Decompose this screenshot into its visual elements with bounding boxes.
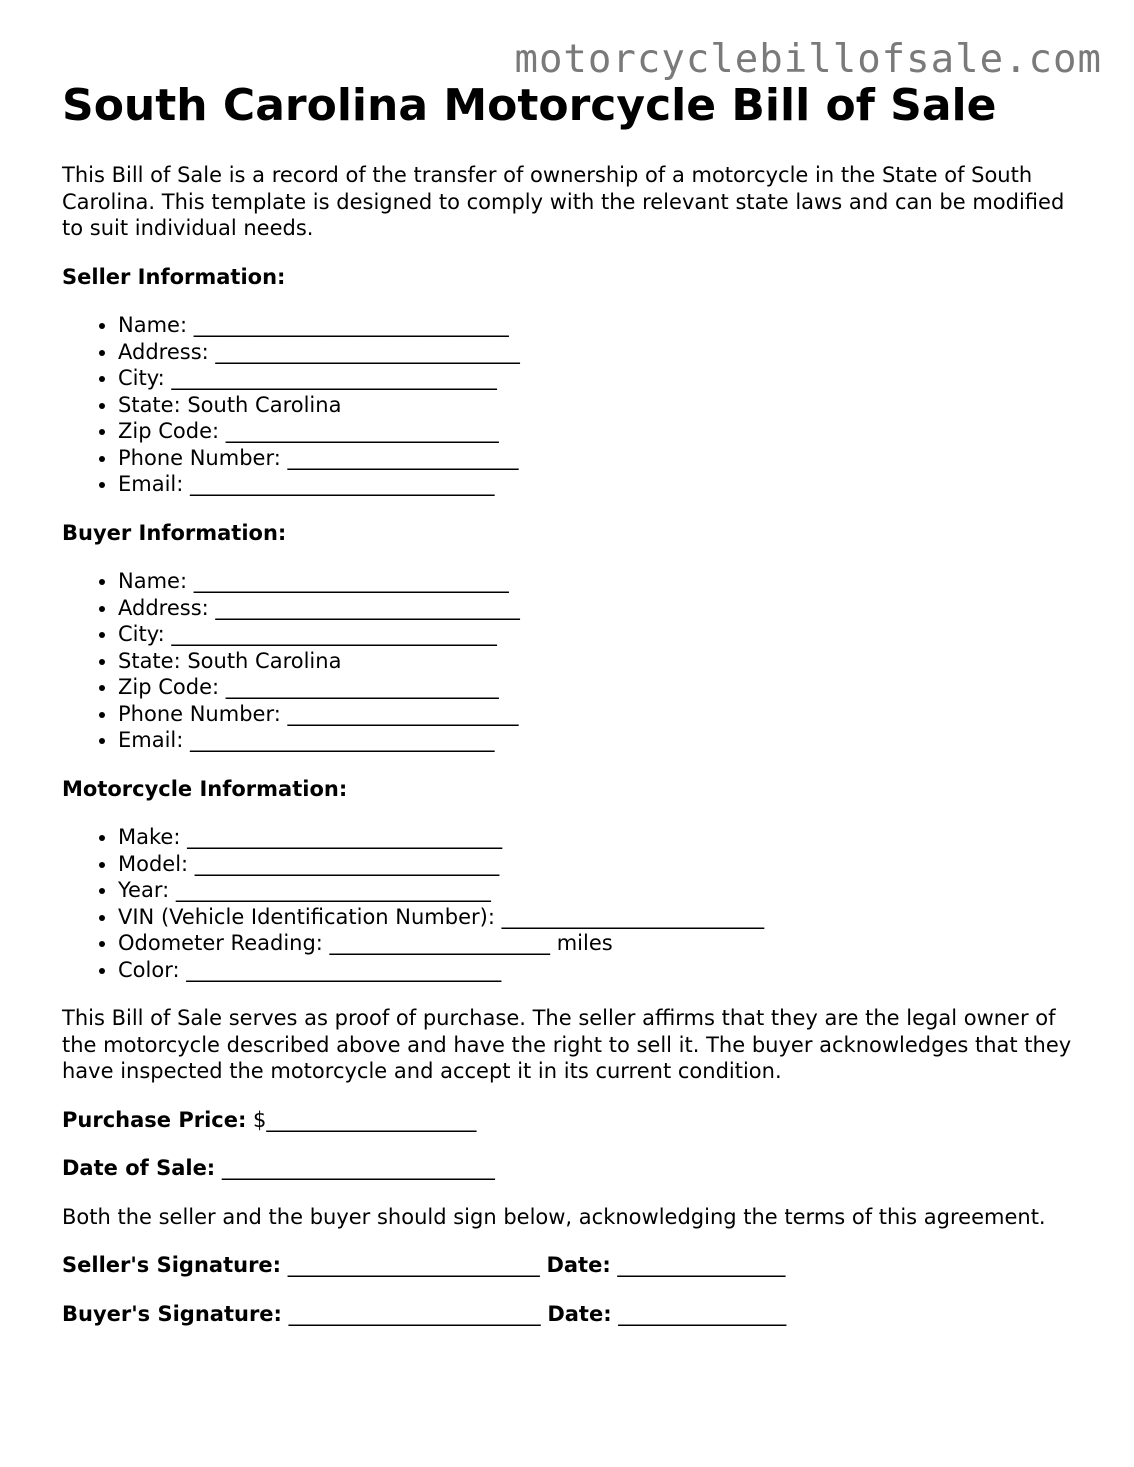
purchase-price-row [62, 1107, 1072, 1134]
motorcycle-odometer-field[interactable]: • Odometer Reading: _____________________ miles [118, 930, 1072, 957]
watermark: motorcyclebillofsale.com [514, 37, 1102, 82]
seller-name-field[interactable]: • Name: ______________________________ [118, 312, 1072, 339]
document-page [62, 36, 1072, 1327]
seller-state-field: • State: South Carolina [118, 392, 1072, 419]
buyer-phone-field[interactable]: • Phone Number: ______________________ [118, 701, 1072, 728]
seller-section-heading: Seller Information: [62, 264, 286, 289]
buyer-state-field: • State: South Carolina [118, 648, 1072, 675]
seller-signature-label: Seller's Signature: [62, 1253, 282, 1277]
motorcycle-field-list [62, 824, 1072, 983]
proof-paragraph: This Bill of Sale serves as proof of purchase. The seller affirms that they are the legal owner of the motorcycle described above and have the right to sell it. The buyer acknowledges that they have inspected the motorcycle and accept it in its current condition. [62, 1006, 1072, 1083]
motorcycle-vin-field[interactable]: • VIN (Vehicle Identification Number): _________________________ [118, 904, 1072, 931]
seller-signature-field[interactable]: ________________________ [281, 1253, 547, 1277]
motorcycle-section-heading: Motorcycle Information: [62, 776, 348, 801]
buyer-zip-field[interactable]: • Zip Code: __________________________ [118, 674, 1072, 701]
motorcycle-model-field[interactable]: • Model: _____________________________ [118, 851, 1072, 878]
seller-zip-field[interactable]: • Zip Code: __________________________ [118, 418, 1072, 445]
buyer-date-label: Date: [547, 1301, 612, 1326]
buyer-field-list [62, 568, 1072, 754]
document-title: South Carolina Motorcycle Bill of Sale [62, 80, 997, 131]
buyer-date-field[interactable]: ________________ [611, 1301, 787, 1326]
date-of-sale-row [62, 1155, 1072, 1182]
purchase-price-label: Purchase Price: [62, 1107, 247, 1132]
seller-signature-row [62, 1252, 1072, 1279]
seller-phone-field[interactable]: • Phone Number: ______________________ [118, 445, 1072, 472]
sign-paragraph: Both the seller and the buyer should sign below, acknowledging the terms of this agreement. [62, 1204, 1046, 1229]
seller-date-field[interactable]: ________________ [610, 1253, 786, 1277]
intro-paragraph: This Bill of Sale is a record of the transfer of ownership of a motorcycle in the State of South Carolina. This template is designed to comply with the relevant state laws and can be modified to suit individual needs. [62, 163, 1065, 240]
seller-email-field[interactable]: • Email: _____________________________ [118, 471, 1072, 498]
motorcycle-color-field[interactable]: • Color: ______________________________ [118, 957, 1072, 984]
buyer-email-field[interactable]: • Email: _____________________________ [118, 727, 1072, 754]
buyer-signature-label: Buyer's Signature: [62, 1301, 282, 1326]
buyer-section-heading: Buyer Information: [62, 520, 287, 545]
seller-address-field[interactable]: • Address: _____________________________ [118, 339, 1072, 366]
motorcycle-make-field[interactable]: • Make: ______________________________ [118, 824, 1072, 851]
seller-field-list [62, 312, 1072, 498]
date-of-sale-field[interactable]: __________________________ [215, 1156, 495, 1180]
purchase-price-field[interactable]: $____________________ [246, 1107, 477, 1132]
buyer-city-field[interactable]: • City: _______________________________ [118, 621, 1072, 648]
buyer-name-field[interactable]: • Name: ______________________________ [118, 568, 1072, 595]
seller-date-label: Date: [546, 1253, 611, 1277]
date-of-sale-label: Date of Sale: [62, 1156, 216, 1180]
buyer-signature-field[interactable]: ________________________ [281, 1301, 548, 1326]
motorcycle-year-field[interactable]: • Year: ______________________________ [118, 877, 1072, 904]
seller-city-field[interactable]: • City: _______________________________ [118, 365, 1072, 392]
buyer-address-field[interactable]: • Address: _____________________________ [118, 595, 1072, 622]
buyer-signature-row [62, 1301, 1072, 1328]
